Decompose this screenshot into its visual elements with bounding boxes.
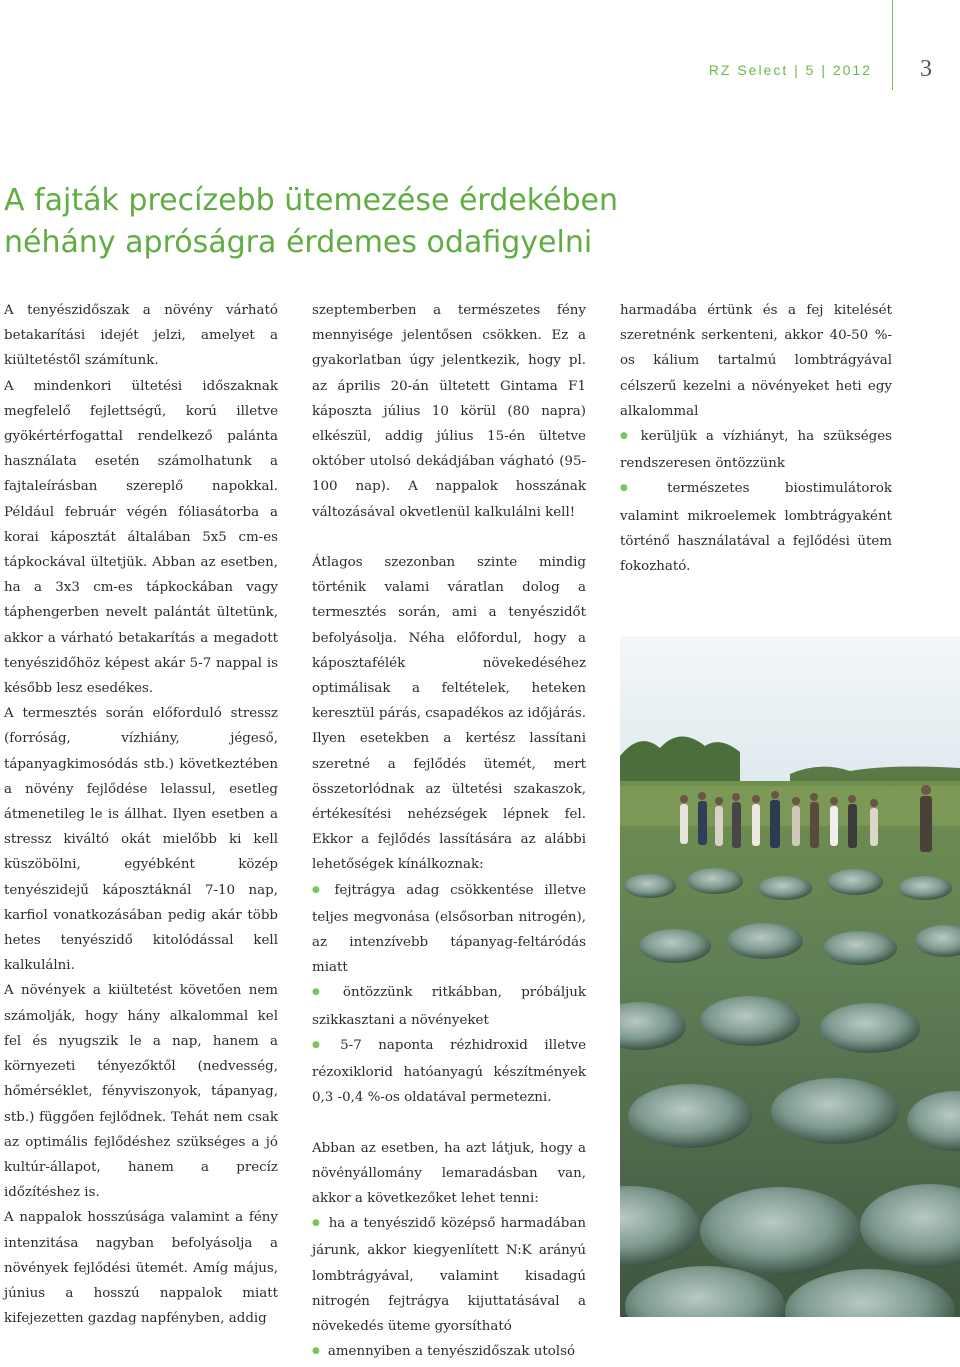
article-title [4,180,764,264]
running-title: RZ Select | 5 | 2012 [708,62,872,78]
paragraph: A nappalok hosszúsága valamint a fény intenzitása nagyban befolyásolja a növények fejlődési ütemét. Amíg május, június a hosszú nappalok miatt kifejezetten gazdag napfényben, addig [4,1210,278,1327]
title-line-1: A fajták precízebb ütemezése érdekében [4,183,619,218]
text-column-1 [4,298,278,1331]
bullet-item: ● kerüljük a vízhiányt, ha szükséges rendszeresen öntözzünk [620,424,892,476]
paragraph: harmadába értünk és a fej kitelését szeretnénk serkenteni, akkor 40-50 %-os kálium tartalmú lombtrágyával célszerű kezelni a növényeket heti egy alkalommal [620,303,892,419]
bullet-item: ● fejtrágya adag csökkentése illetve teljes megvonása (elsősorban nitrogén), az intenzívebb tápanyag-feltáródás miatt [312,878,586,981]
page-number: 3 [920,56,932,82]
bullet-item: ● öntözzünk ritkábban, próbáljuk szikkasztani a növényeket [312,980,586,1032]
field-photo [620,636,960,1317]
text-column-3 [620,298,892,579]
paragraph: Abban az esetben, ha azt látjuk, hogy a növényállomány lemaradásban van, akkor a következőket lehet tenni: [312,1140,586,1207]
paragraph: szeptemberben a természetes fény mennyisége jelentősen csökken. Ez a gyakorlatban úgy jelentkezik, hogy pl. az április 20-án ültetett Gintama F1 káposzta július 10 körül (80 napra) elkészül, addig július 15-én ültetve október utolsó dekádjában vágható (95-100 nap). A nappalok hosszának változásával okvetlenül kalkulálni kell! [312,303,586,520]
header-divider [892,0,893,90]
paragraph: A mindenkori ültetési időszaknak megfelelő fejlettségű, korú illetve gyökértérfogattal rendelkező palánta használata esetén számolhatunk a fajtaleírásban szereplő napokkal. Például február végén fóliasátorba a korai káposztát általában 5x5 cm-es tápkockával ültetjük. Abban az esetben, ha a 3x3 cm-es tápkockában vagy táphengerben nevelt palántát ültetünk, akkor a várható betakarítás a megadott tenyészidőhöz képest akár 5-7 nappal is később lesz esedékes. [4,378,278,697]
paragraph: Átlagos szezonban szinte mindig történik valami váratlan dolog a termesztés során, ami a tenyészidőt befolyásolja. Néha előfordul, hogy a káposztafélék növekedéséhez optimálisak a feltételek, heteken keresztül párás, csapadékos az időjárás. Ilyen esetekben a kertész lassítani szeretné a fejlődés ütemét, mert összetorlódnak az ültetési szakaszok, értékesítési nehézségek lépnek fel. Ekkor a fejlődés lassítására az alábbi lehetőségek kínálkoznak: [312,555,586,873]
bullet-item: ● természetes biostimulátorok valamint mikroelemek lombtrágyaként történő használatával a fejlődési ütem fokozható. [620,476,892,579]
bullet-item: ● ha a tenyészidő középső harmadában járunk, akkor kiegyenlített N:K arányú lombtrágyával, valamint kisadagú nitrogén fejtrágya kijuttatásával a növekedés üteme gyorsítható [312,1211,586,1339]
paragraph: A tenyészidőszak a növény várható betakarítási idejét jelzi, amelyet a kiültetéstől számítunk. [4,303,278,369]
bullet-item: ● amennyiben a tenyészidőszak utolsó [312,1339,586,1366]
title-line-2: néhány apróságra érdemes odafigyelni [4,225,593,260]
bullet-item: ● 5-7 naponta rézhidroxid illetve rézoxiklorid hatóanyagú készítmények 0,3 -0,4 %-os oldatával permetezni. [312,1033,586,1111]
text-column-2 [312,298,586,1367]
paragraph: A termesztés során előforduló stressz (forróság, vízhiány, jégeső, tápanyagkimosódás stb.) következtében a növény fejlődése lelassul, esetleg átmenetileg le is állhat. Ilyen esetben a stressz kiváltó okát mielőbb ki kell küszöbölni, egyébként közép tenyészidejű káposztáknál 7-10 nap, karfiol vonatkozásában pedig akár több hetes tenyészidő kitolódással kell kalkulálni. [4,706,278,974]
paragraph: A növények a kiültetést követően nem számolják, hogy hány alkalommal kel fel és nyugszik le a nap, hanem a környezeti tényezőktől (nedvesség, hőmérséklet, fényviszonyok, tápanyag, stb.) függően fejlődnek. Tehát nem csak az optimális fejlődéshez szükséges a jó kultúr-állapot, hanem a precíz időzítéshez is. [4,983,278,1201]
